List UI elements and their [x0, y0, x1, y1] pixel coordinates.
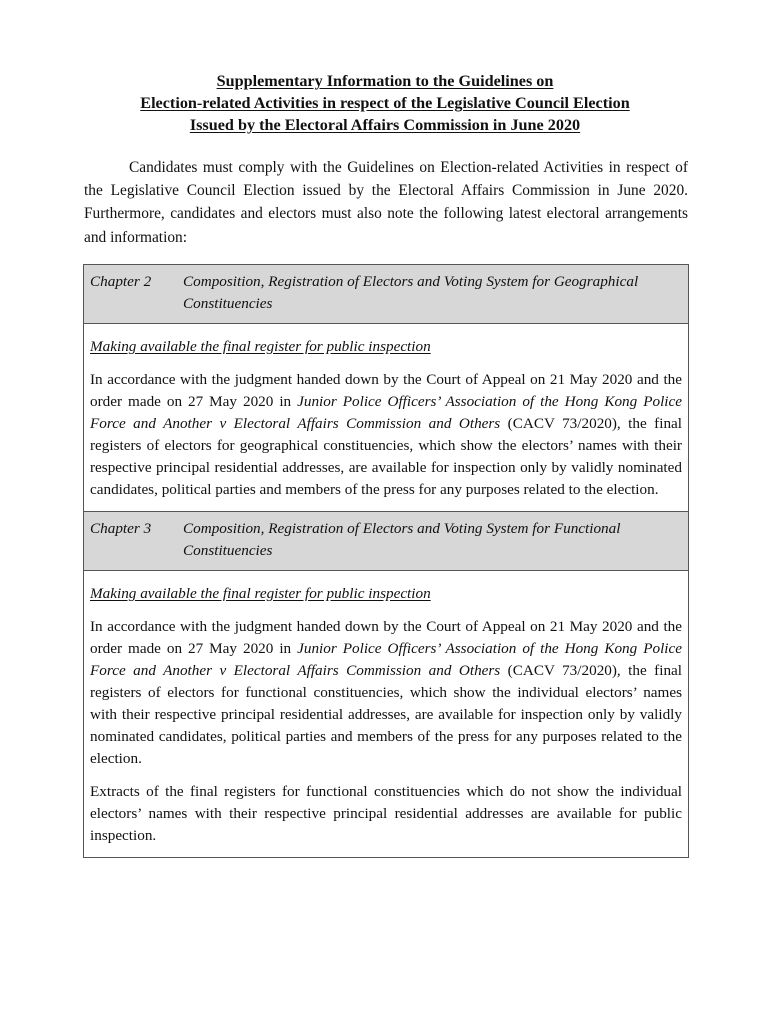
chapter-3-para-text-a: In accordance with the judgment handed down by the Court of Appeal on 21 May 2020 and the order made on 27 May 2020 in — [90, 618, 682, 657]
chapter-2-case-name: Junior Police Officers’ Association of the Hong Kong Police Force and Another v Electoral Affairs Commission and Others — [90, 393, 682, 432]
title-line-3: Issued by the Electoral Affairs Commission in June 2020 — [189, 116, 581, 134]
chapter-2-paragraph — [90, 369, 682, 501]
chapter-2-subheading: Making available the final register for public inspection — [90, 338, 431, 355]
title-line-2: Election-related Activities in respect of the Legislative Council Election — [140, 94, 630, 112]
chapter-2-body — [84, 324, 688, 512]
chapter-3-body — [84, 571, 688, 857]
chapter-2-number: Chapter 2 — [90, 273, 152, 290]
chapter-2-para-text-a: In accordance with the judgment handed down by the Court of Appeal on 21 May 2020 and the order made on 27 May 2020 in — [90, 371, 682, 410]
document-title — [0, 70, 770, 136]
chapter-3-paragraph-1 — [90, 616, 682, 770]
chapter-3-para-text-b: (CACV 73/2020), the final registers of electors for functional constituencies, which show the individual electors’ names with their respective principal residential addresses, are available for inspection only by validly nominated candidates, political parties and members of the press for any purposes related to the election. — [90, 662, 682, 767]
title-line-1: Supplementary Information to the Guidelines on — [216, 72, 554, 90]
chapter-2-title: Composition, Registration of Electors and Voting System for Geographical Constituencies — [183, 273, 639, 312]
chapter-3-subheading: Making available the final register for public inspection — [90, 585, 431, 602]
chapter-3-paragraph-2: Extracts of the final registers for functional constituencies which do not show the individual electors’ names with their respective principal residential addresses are available for public inspection. — [90, 783, 682, 844]
chapter-3-number: Chapter 3 — [90, 520, 152, 537]
chapter-3-header — [84, 512, 688, 571]
chapter-3-case-name: Junior Police Officers’ Association of the Hong Kong Police Force and Another v Electoral Affairs Commission and Others — [90, 640, 682, 679]
chapter-3-title: Composition, Registration of Electors and Voting System for Functional Constituencies — [183, 520, 621, 559]
intro-paragraph: Candidates must comply with the Guidelines on Election-related Activities in respect of the Legislative Council Election issued by the Electoral Affairs Commission in June 2020. Furthermore, candidates and electors must also note the following latest electoral arrangements and information: — [84, 159, 688, 246]
intro-section — [84, 156, 688, 249]
chapter-table — [83, 264, 689, 858]
chapter-2-header — [84, 265, 688, 324]
chapter-2-para-text-b: (CACV 73/2020), the final registers of electors for geographical constituencies, which show the electors’ names with their respective principal residential addresses, are available for inspection only by validly nominated candidates, political parties and members of the press for any purposes related to the election. — [90, 415, 682, 498]
